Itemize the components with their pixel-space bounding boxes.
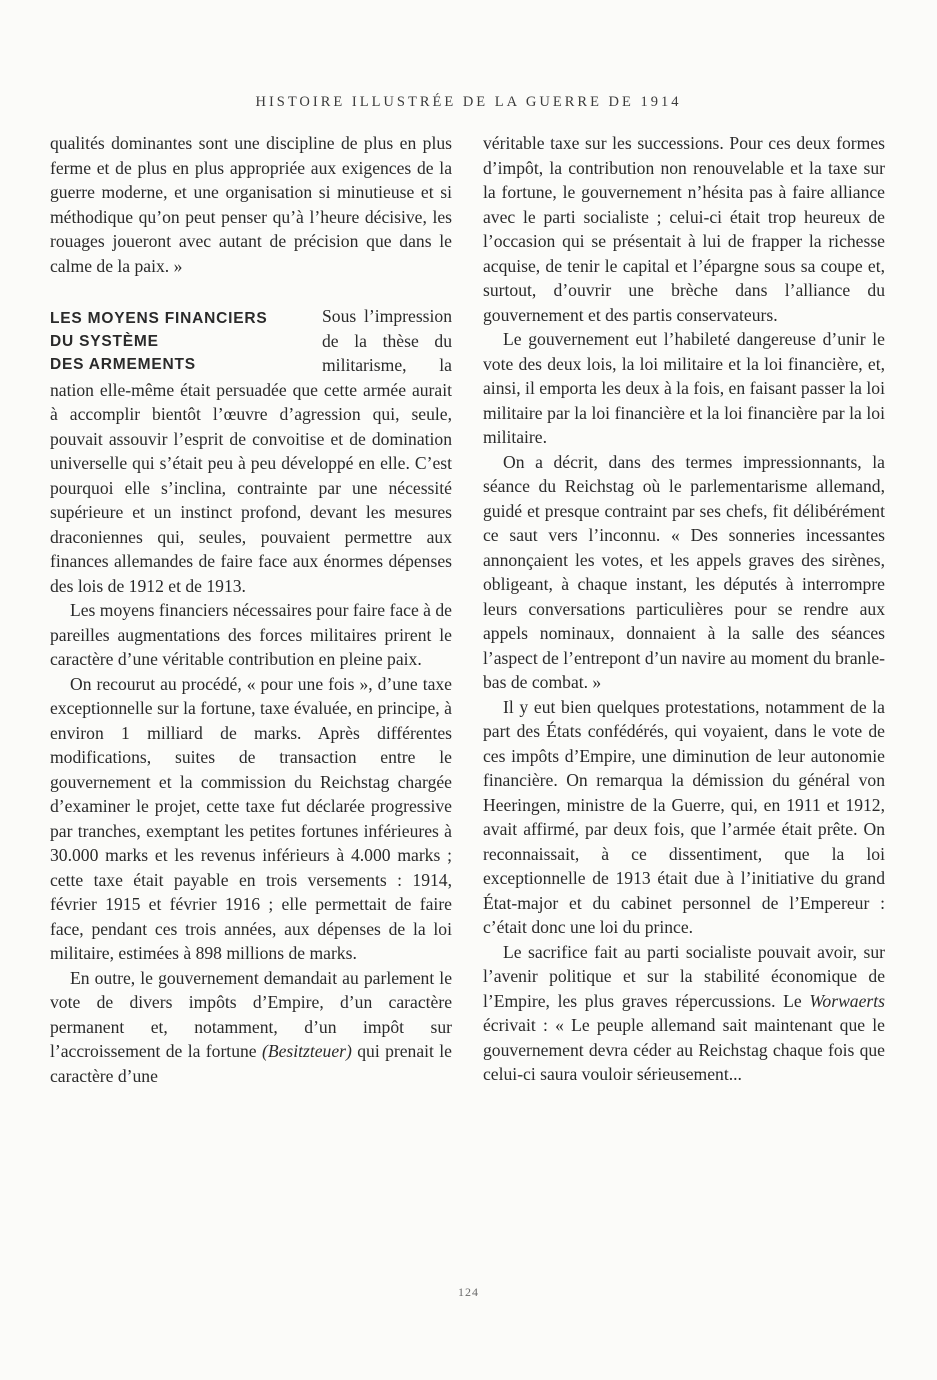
section-block [50, 304, 452, 598]
paragraph: qualités dominantes sont une discipline de plus en plus ferme et de plus en plus appropriée aux exigences de la guerre moderne, et une organisation si minutieuse et si méthodique qu’on peut penser qu’à l’heure décisive, les rouages joueront avec autant de précision que dans le calme de la paix. » [50, 133, 452, 276]
paragraph: Le gouvernement eut l’habileté dangereuse d’unir le vote des deux lois, la loi militaire et la loi financière, et, ainsi, il emporta les deux à la fois, en faisant passer la loi militaire par la loi financière et la loi financière par la loi militaire. [483, 329, 885, 447]
section-heading-line: DU SYSTÈME [50, 333, 159, 350]
italic-term: (Besitzteuer) [261, 1041, 352, 1061]
paragraph: On a décrit, dans des termes impressionnants, la séance du Reichstag où le parlementarisme allemand, guidé et presque contraint par ses chefs, fit délibérément ce saut vers l’inconnu. « Des sonneries incessantes annonçaient les votes, et les appels graves des sirènes, obligeant, à chaque instant, les députés à interrompre leurs conversations particulières pour se rendre aux appels nominaux, donnaient à la salle des séances l’aspect de l’entrepont d’un navire au moment du branle-bas de combat. » [483, 451, 885, 692]
paragraph-text: Le sacrifice fait au parti socialiste pouvait avoir, sur l’avenir politique et sur la stabilité économique de l’Empire, les plus graves répercussions. Le [483, 941, 885, 1011]
italic-term: Worwaerts [809, 990, 885, 1011]
paragraph: Les moyens financiers nécessaires pour faire face à de pareilles augmentations des forces militaires prirent le caractère d’une véritable contribution en pleine paix. [50, 600, 452, 669]
paragraph [50, 966, 452, 1089]
paragraph-text: qui prenait le caractère d’une [50, 1041, 452, 1086]
paragraph: véritable taxe sur les successions. Pour ces deux formes d’impôt, la contribution non renouvelable et la taxe sur la fortune, le gouvernement n’hésita pas à faire alliance avec le parti socialiste ; celui-ci était trop heureux de l’occasion qui se présentait à lui de frapper la richesse acquise, de tenir le capital et l’épargne sous sa coupe et, surtout, d’ouvrir une brèche dans l’alliance du gouvernement et des partis conservateurs. [483, 133, 885, 325]
section-heading [50, 307, 312, 376]
paragraph: On recourut au procédé, « pour une fois », d’une taxe exceptionnelle sur la fortune, taxe évaluée, en principe, à environ 1 milliard de marks. Après différentes modifications, suites de transaction entre le gouvernement et la commission du Reichstag chargée d’examiner le projet, cette taxe fut déclarée progressive par tranches, exemptant les petites fortunes inférieures à 30.000 marks et les revenus inférieurs à 4.000 marks ; cette taxe était payable en trois versements : 1914, février 1915 et février 1916 ; elle permettait de faire face, pendant ces trois années, aux dépenses de la loi militaire, estimées à 898 millions de marks. [50, 673, 452, 963]
paragraph [483, 940, 885, 1087]
right-column [483, 131, 885, 1087]
paragraph-text: écrivait : « Le peuple allemand sait maintenant que le gouvernement devra céder au Reichstag chaque fois que celui-ci saura vouloir sérieusement... [483, 1015, 885, 1084]
paragraph: Sous l’impression de la thèse du militarisme, la nation elle-même était persuadée que cette armée aurait à accomplir bientôt l’œuvre d’agression qui, seule, pouvait assouvir l’esprit de convoitise et de domination universelle qui s’était peu à peu développé en elle. C’est pourquoi elle s’inclina, contrainte par une nécessité supérieure et un instinct profond, devant les mesures draconiennes qui, seules, pouvaient permettre aux finances allemandes de faire face aux énormes dépenses des lois de 1912 et de 1913. [50, 306, 452, 596]
paragraph-text: En outre, le gouvernement demandait au parlement le vote de divers impôts d’Empire, d’un caractère permanent et, notamment, d’un impôt sur l’accroissement de la fortune [50, 967, 452, 1061]
section-heading-line: LES MOYENS FINANCIERS [50, 310, 268, 327]
running-head: HISTOIRE ILLUSTRÉE DE LA GUERRE DE 1914 [255, 94, 682, 110]
paragraph: Il y eut bien quelques protestations, notamment de la part des États confédérés, qui voyaient, dans le vote de ces impôts d’Empire, une diminution de leur autonomie financière. On remarqua la démission du général von Heeringen, ministre de la Guerre, qui, en 1911 et 1912, avait affirmé, par deux fois, que l’armée était prête. On reconnaissait, à ce dissentiment, que la loi exceptionnelle de 1913 était due à l’initiative du grand État-major et du cabinet personnel de l’Empereur : c’était donc une loi du prince. [483, 696, 885, 937]
page-number: 124 [458, 1285, 479, 1299]
section-heading-line: DES ARMEMENTS [50, 356, 196, 373]
left-column [50, 131, 452, 1088]
